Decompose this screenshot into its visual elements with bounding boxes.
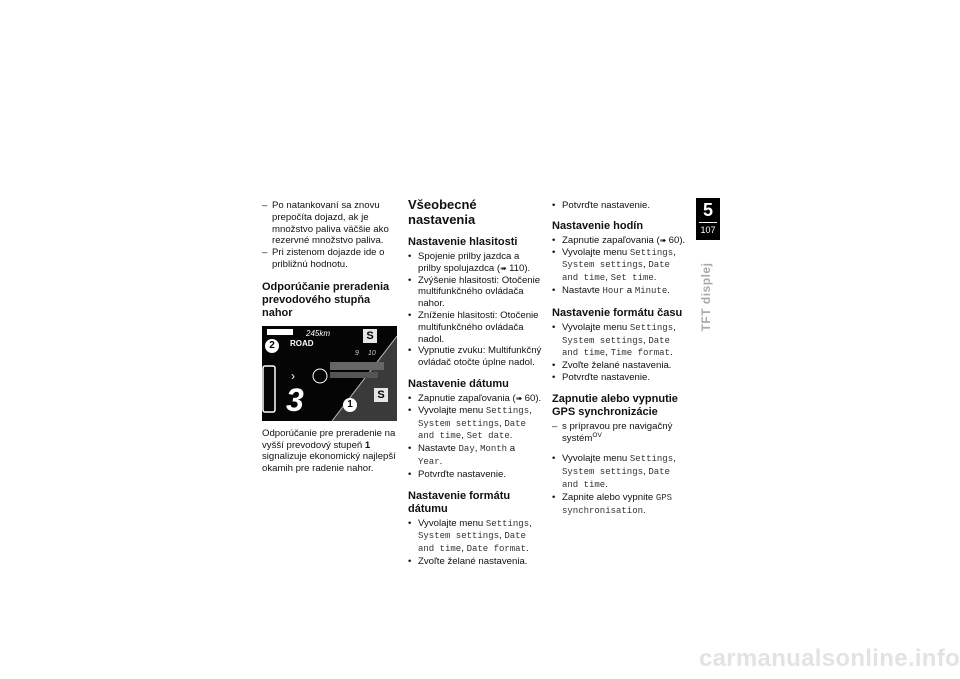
list-item: • Potvrďte nastavenie. <box>552 200 690 212</box>
list-item: • Vyvolajte menu Settings, System settings, Date and time, Time format. <box>552 322 690 360</box>
list-item: • Potvrďte nastavenie. <box>408 469 542 481</box>
gear-readout: 3 <box>286 381 302 418</box>
section-heading: Odporúčanie preradenia prevodového stupňa nahor <box>262 280 390 319</box>
column-middle <box>408 197 542 568</box>
shift-indicator-icon: S <box>363 329 377 343</box>
page-number: 107 <box>700 225 716 235</box>
list-item: • Vyvolajte menu Settings, System settings, Date and time, Set date. <box>408 405 542 443</box>
chapter-title: TFT displej <box>699 262 713 332</box>
chevron-right-icon: › <box>291 368 295 383</box>
list-item: – Po natankovaní sa znovu prepočíta dojazd, ak je množstvo paliva väčšie ako rezervné množstvo paliva. <box>262 200 396 247</box>
bullet-list <box>408 518 542 568</box>
fuel-bar <box>267 329 293 335</box>
callout-1: 1 <box>343 398 357 412</box>
list-item: • Nastavte Day, Month a Year. <box>408 443 542 469</box>
list-item: • Zvoľte želané nastavenia. <box>408 556 542 568</box>
bullet-list <box>552 421 690 445</box>
list-item: • Vyvolajte menu Settings, System settings, Date and time, Date format. <box>408 518 542 556</box>
list-item: • Zníženie hlasitosti: Otočenie multifunkčného ovládača nadol. <box>408 310 542 345</box>
bullet-list <box>552 322 690 384</box>
dash-list <box>262 200 396 271</box>
list-item: • Zapnite alebo vypnite GPS synchronisation. <box>552 492 690 518</box>
rev-bar <box>330 362 384 370</box>
arrow-right-icon: ➠ <box>515 393 525 403</box>
ride-mode-label: ROAD <box>290 338 314 348</box>
bullet-list <box>552 453 690 517</box>
list-item: • Vypnutie zvuku: Multifunkčný ovládač otočte úplne nadol. <box>408 345 542 369</box>
list-item: • Spojenie prilby jazdca a prilby spolujazdca (➠ 110). <box>408 251 542 275</box>
page-title: Všeobecné nastavenia <box>408 197 477 227</box>
list-item: • Nastavte Hour a Minute. <box>552 285 690 298</box>
list-item: • Zvoľte želané nastavenia. <box>552 360 690 372</box>
section-heading: Nastavenie formátu dátumu <box>408 489 511 515</box>
dashboard-figure <box>262 326 397 421</box>
arrow-right-icon: ➠ <box>500 263 510 273</box>
list-item: • Zapnutie zapaľovania (➠ 60). <box>408 393 542 405</box>
column-left <box>262 200 396 475</box>
list-item: • Vyvolajte menu Settings, System settings, Date and time. <box>552 453 690 491</box>
bullet-list <box>408 251 542 369</box>
list-item: – s prípravou pre navigačný systém$^{OV}$ <box>552 421 690 445</box>
rev-bar-2 <box>330 372 378 378</box>
chapter-number: 5 <box>702 200 713 220</box>
section-heading: Nastavenie hodín <box>552 219 644 232</box>
list-item: • Zapnutie zapaľovania (➠ 60). <box>552 235 690 247</box>
tab-divider <box>699 222 717 223</box>
bullet-list <box>552 200 690 212</box>
list-item: – Pri zistenom dojazde ide o približnú hodnotu. <box>262 247 396 271</box>
rev-tick-9: 9 <box>355 349 359 357</box>
range-readout: 245km <box>306 328 331 338</box>
watermark: carmanualsonline.info <box>698 645 960 672</box>
arrow-right-icon: ➠ <box>659 235 669 245</box>
list-item: • Vyvolajte menu Settings, System settings, Date and time, Set time. <box>552 247 690 285</box>
figure-caption: Odporúčanie pre preradenie na vyšší prevodový stupeň 1 signalizuje ekonomický najlepší okamih pre radenie nahor. <box>262 427 396 475</box>
shift-indicator-icon: S <box>374 388 388 402</box>
section-heading: Zapnutie alebo vypnutie GPS synchronizácie <box>552 392 678 418</box>
rev-tick-10: 10 <box>368 349 376 357</box>
list-item: • Zvýšenie hlasitosti: Otočenie multifunkčného ovládača nahor. <box>408 275 542 310</box>
callout-2: 2 <box>265 339 279 353</box>
bullet-list <box>408 393 542 481</box>
section-heading: Nastavenie formátu času <box>552 306 683 319</box>
bullet-list <box>552 235 690 298</box>
section-heading: Nastavenie dátumu <box>408 377 509 390</box>
list-item: • Potvrďte nastavenie. <box>552 372 690 384</box>
chapter-tab <box>696 198 720 240</box>
section-heading: Nastavenie hlasitosti <box>408 236 518 248</box>
column-right <box>552 200 690 517</box>
